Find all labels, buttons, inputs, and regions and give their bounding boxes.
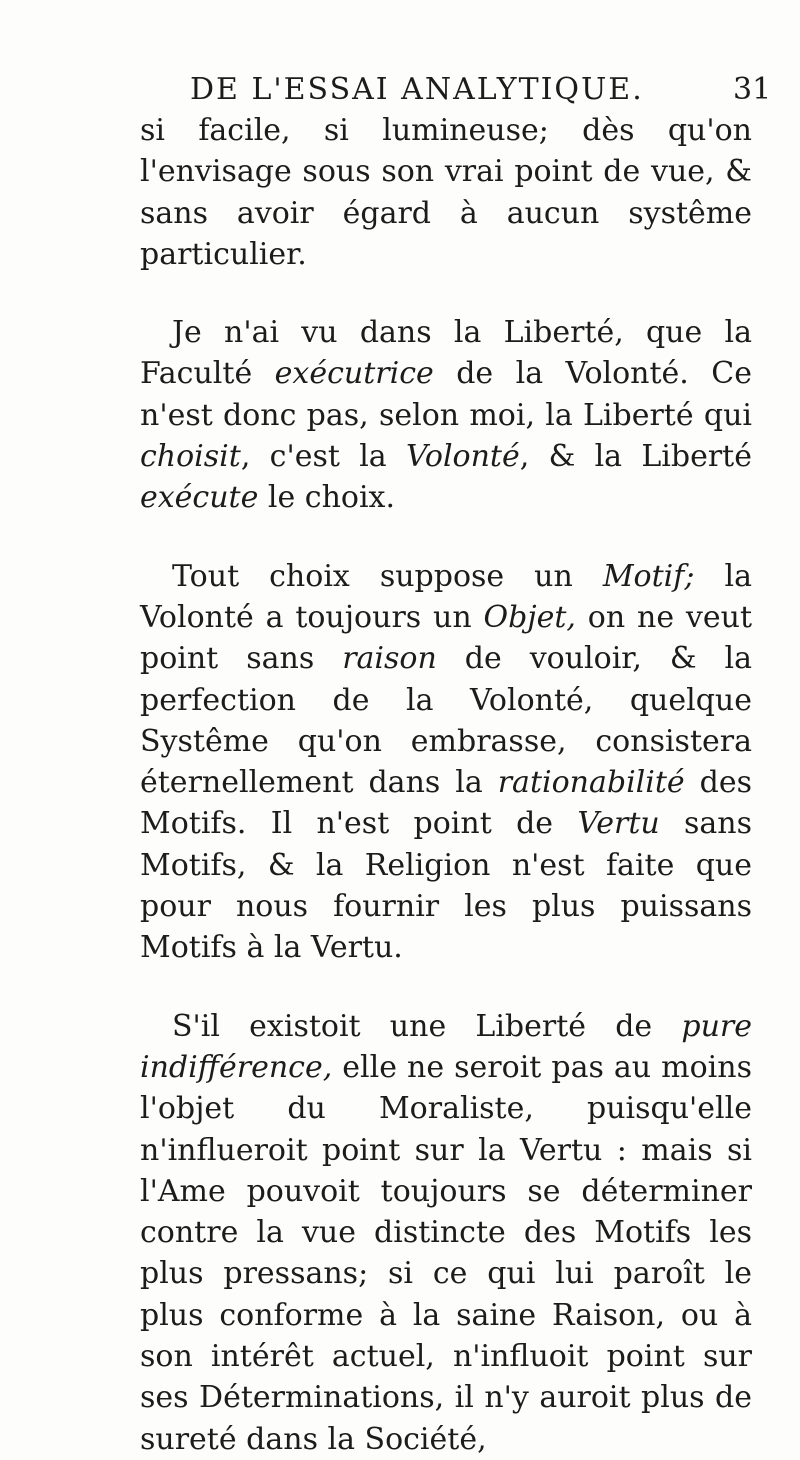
running-head (0, 72, 800, 112)
text-run: de vouloir, & la perfection de la Volonté, quelque Systême qu'on embrasse, consistera éternellement dans la (140, 641, 752, 801)
text-run: de la Volonté. Ce n'est donc pas, selon moi, la Liberté qui (140, 356, 753, 433)
italic-text-run: choisit (140, 439, 241, 475)
text-run: , & la Liberté (519, 439, 752, 475)
italic-text-run: Volonté (405, 439, 520, 475)
text-run: , c'est la (240, 439, 406, 475)
running-head-title: DE L'ESSAI ANALYTIQUE. (190, 72, 644, 107)
body-text (140, 110, 752, 1460)
paragraph-3 (140, 556, 752, 969)
text-run: le choix. (258, 480, 396, 516)
page-number: 31 (733, 72, 772, 107)
italic-text-run: raison (342, 641, 437, 677)
italic-text-run: Vertu (577, 806, 660, 842)
paragraph-2 (140, 312, 752, 518)
text-run: Je n'ai vu dans la Liberté, que la Faculté (140, 315, 752, 392)
italic-text-run: pure indifférence, (140, 1008, 752, 1085)
text-run: S'il existoit une Liberté de (172, 1008, 682, 1044)
text-run: on ne veut point sans (140, 599, 752, 677)
italic-text-run: exécutrice (274, 356, 434, 392)
paragraph-4 (140, 1006, 752, 1460)
italic-text-run: Motif; (602, 558, 695, 594)
italic-text-run: rationabilité (497, 765, 685, 801)
italic-text-run: exécute (140, 480, 259, 516)
text-run: sans Motifs, & la Religion n'est faite que pour nous fournir les plus puissans Motifs à la Vertu. (140, 806, 752, 966)
text-run: elle ne seroit pas au moins l'objet du Moraliste, puisqu'elle n'influeroit point sur la Vertu : mais si l'Ame pouvoit toujours se déterminer contre la vue distincte des Motifs les plus pressans; si ce qui lui paroît le plus conforme à la saine Raison, ou à son intérêt actuel, n'influoit point sur ses Déterminations, il n'y auroit plus de sureté dans la Société, (140, 1049, 752, 1457)
text-run: la Volonté a toujours un (140, 558, 752, 635)
text-run: Tout choix suppose un (172, 558, 603, 594)
paragraph-1 (140, 110, 752, 275)
text-run: des Motifs. Il n'est point de (140, 765, 752, 842)
italic-text-run: Objet, (483, 599, 576, 635)
text-run: si facile, si lumineuse; dès qu'on l'envisage sous son vrai point de vue, & sans avoir égard à aucun systême particulier. (140, 113, 752, 272)
